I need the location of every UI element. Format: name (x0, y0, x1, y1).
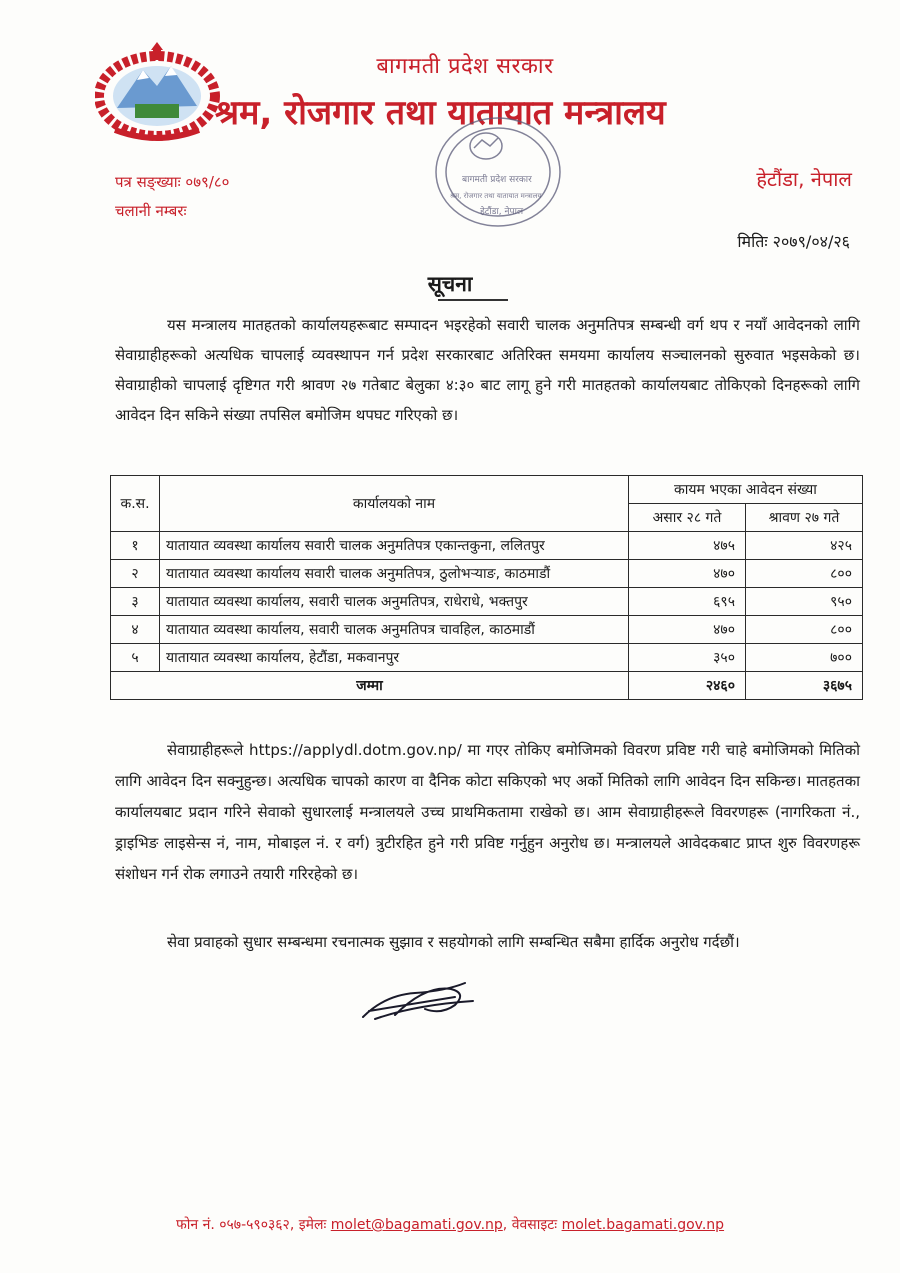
notice-paragraph-3: सेवा प्रवाहको सुधार सम्बन्धमा रचनात्मक सुझाव र सहयोगको लागि सम्बन्धित सबैमा हार्दिक अनुरोध गर्दछौं। (167, 933, 740, 951)
total-asar-count: २४६० (629, 672, 746, 700)
application-quota-table (110, 475, 863, 700)
row-asar-count: ३५० (629, 644, 746, 672)
row-serial: २ (111, 560, 160, 588)
row-office: यातायात व्यवस्था कार्यालय, सवारी चालक अनुमतिपत्र चावहिल, काठमाडौं (160, 616, 629, 644)
table-row (111, 644, 863, 672)
row-office: यातायात व्यवस्था कार्यालय सवारी चालक अनुमतिपत्र एकान्तकुना, ललितपुर (160, 532, 629, 560)
row-office: यातायात व्यवस्था कार्यालय, सवारी चालक अनुमतिपत्र, राधेराधे, भक्तपुर (160, 588, 629, 616)
notice-title: सूचना (427, 272, 473, 296)
row-asar-count: ४७५ (629, 532, 746, 560)
col-header-serial: क.स. (111, 476, 160, 532)
office-seal-stamp (428, 112, 568, 237)
row-office: यातायात व्यवस्था कार्यालय, हेटौंडा, मकवानपुर (160, 644, 629, 672)
col-header-asar: असार २८ गते (629, 504, 746, 532)
row-serial: १ (111, 532, 160, 560)
row-serial: ४ (111, 616, 160, 644)
row-asar-count: ६९५ (629, 588, 746, 616)
row-shrawan-count: ८०० (746, 616, 863, 644)
stamp-line-2: श्रम, रोजगार तथा यातायात मन्त्रालय (450, 192, 542, 200)
row-serial: ३ (111, 588, 160, 616)
government-name: बागमती प्रदेश सरकार (376, 54, 554, 79)
footer-website-link[interactable]: molet.bagamati.gov.np (561, 1217, 725, 1233)
notice-paragraph-1: यस मन्त्रालय मातहतको कार्यालयहरूबाट सम्पादन भइरहेको सवारी चालक अनुमतिपत्र सम्बन्धी वर्ग थप र नयाँ आवेदनको लागि सेवाग्राहीहरूको अत्यधिक चापलाई व्यवस्थापन गर्न प्रदेश सरकारबाट अतिरिक्त समयमा कार्यालय सञ्चालनको सुरुवात भइसकेको छ। सेवाग्राहीको चापलाई दृष्टिगत गरी श्रावण २७ गतेबाट बेलुका ४:३० बाट लागू हुने गरी मातहतको कार्यालयबाट तोकिएको दिनहरूको लागि आवेदन दिन सकिने संख्या तपसिल बमोजिम थपघट गरिएको छ। (115, 316, 860, 424)
stamp-line-1: बागमती प्रदेश सरकार (462, 175, 532, 185)
table-row (111, 532, 863, 560)
total-shrawan-count: ३६७५ (746, 672, 863, 700)
col-header-office: कार्यालयको नाम (160, 476, 629, 532)
row-shrawan-count: ७०० (746, 644, 863, 672)
table-row (111, 588, 863, 616)
row-shrawan-count: ८०० (746, 560, 863, 588)
table-row (111, 616, 863, 644)
ministry-name: श्रम, रोजगार तथा यातायात मन्त्रालय (215, 93, 666, 133)
letter-date: मितिः २०७९/०४/२६ (737, 232, 850, 251)
row-shrawan-count: ४२५ (746, 532, 863, 560)
footer-email-link[interactable]: molet@bagamati.gov.np (330, 1217, 503, 1233)
col-header-group: कायम भएका आवेदन संख्या (629, 476, 863, 504)
row-asar-count: ४७० (629, 616, 746, 644)
letter-number: पत्र सङ्ख्याः ०७९/८० (115, 173, 230, 191)
footer-website-label: , वेवसाइटः (502, 1217, 558, 1233)
office-location: हेटौंडा, नेपाल (756, 167, 852, 191)
table-total-row (111, 672, 863, 700)
row-asar-count: ४७० (629, 560, 746, 588)
row-shrawan-count: ९५० (746, 588, 863, 616)
col-header-shrawan: श्रावण २७ गते (746, 504, 863, 532)
total-label: जम्मा (111, 672, 629, 700)
footer-phone: फोन नं. ०५७-५९०३६२, इमेलः (175, 1217, 327, 1233)
signature-image (355, 975, 485, 1025)
stamp-line-3: हेटौंडा, नेपाल (480, 207, 524, 217)
footer-contact (0, 1215, 900, 1234)
table-row (111, 560, 863, 588)
row-office: यातायात व्यवस्था कार्यालय सवारी चालक अनुमतिपत्र, ठुलोभर्‍याङ, काठमाडौं (160, 560, 629, 588)
row-serial: ५ (111, 644, 160, 672)
dispatch-number: चलानी नम्बरः (115, 202, 187, 220)
title-underline (438, 299, 508, 301)
notice-paragraph-2: सेवाग्राहीहरूले https://applydl.dotm.gov.np/ मा गएर तोकिए बमोजिमको विवरण प्रविष्ट गरी चाहे बमोजिमको मितिको लागि आवेदन दिन सक्नुहुन्छ। अत्यधिक चापको कारण वा दैनिक कोटा सकिएको भए अर्को मितिको लागि आवेदन दिन सकिन्छ। मातहतका कार्यालयबाट प्रदान गरिने सेवाको सुधारलाई मन्त्रालयले उच्च प्राथमिकतामा राखेको छ। आम सेवाग्राहीहरूले विवरणहरू (नागरिकता नं., ड्राइभिङ लाइसेन्स नं, नाम, मोबाइल नं. र वर्ग) त्रुटीरहित हुने गरी प्रविष्ट गर्नुहुन अनुरोध छ। मन्त्रालयले आवेदकबाट प्राप्त शुरु विवरणहरू संशोधन गर्न रोक लगाउने तयारी गरिरहेको छ। (115, 741, 860, 883)
